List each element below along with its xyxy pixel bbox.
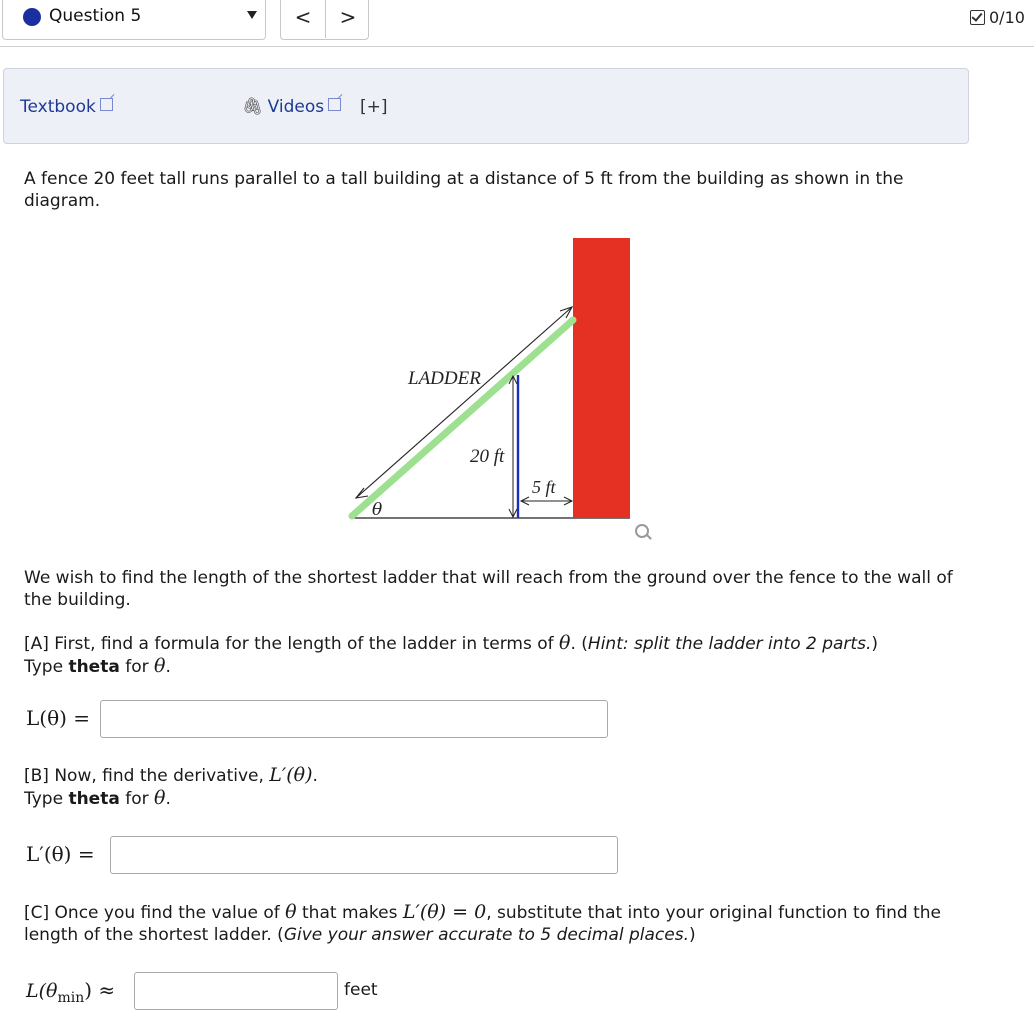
- part-c-text: ): [689, 925, 696, 945]
- score-value: 0/10: [989, 8, 1025, 27]
- part-a-hint: Hint: split the ladder into 2 parts.: [587, 634, 872, 654]
- caret-down-icon: [247, 11, 257, 19]
- type-instruction: for: [119, 657, 154, 677]
- type-keyword: theta: [68, 657, 120, 677]
- type-instruction: Type: [24, 657, 69, 677]
- expand-resources-button[interactable]: [+]: [360, 97, 388, 117]
- type-instruction: .: [165, 789, 171, 809]
- building: [573, 238, 630, 518]
- part-a-text: . (: [570, 634, 588, 654]
- magnify-icon[interactable]: [635, 524, 649, 538]
- problem-intro: A fence 20 feet tall runs parallel to a tall building at a distance of 5 ft from the building as shown in the diagram.: [24, 169, 904, 211]
- help-resources-box: [3, 68, 969, 144]
- question-label: Question 5: [49, 6, 142, 26]
- part-b-text: [B] Now, find the derivative,: [24, 766, 270, 786]
- part-b-input[interactable]: [110, 836, 618, 874]
- ladder-label: LADDER: [408, 368, 481, 389]
- part-c-prompt: [24, 901, 954, 946]
- question-status-dot: [23, 8, 41, 26]
- part-b-label: L′(θ) =: [26, 842, 95, 866]
- part-c-text: that makes: [296, 903, 403, 923]
- textbook-link-label: Textbook: [20, 97, 96, 117]
- part-a-label: L(θ) =: [26, 706, 91, 730]
- ladder-diagram: [340, 232, 660, 550]
- part-c-label-end: ) ≈: [84, 978, 116, 1002]
- part-c-input[interactable]: [134, 972, 338, 1010]
- external-link-icon: [100, 98, 113, 111]
- ladder-dimension-line: [356, 307, 572, 498]
- top-bar: [0, 0, 1034, 47]
- videos-link[interactable]: [242, 97, 341, 117]
- part-a-text: ): [871, 634, 878, 654]
- part-c-label-sub: min: [57, 990, 85, 1006]
- type-keyword: theta: [68, 789, 120, 809]
- derivative-zero-equation: L′(θ) = 0: [402, 901, 487, 923]
- score-badge: [970, 8, 1025, 27]
- question-nav: [280, 0, 369, 40]
- part-a-prompt: [24, 632, 974, 678]
- part-b-text: .: [312, 766, 318, 786]
- type-instruction: for: [119, 789, 154, 809]
- checkbox-icon: [970, 10, 985, 25]
- external-link-icon: [328, 98, 341, 111]
- theta-symbol: θ: [285, 901, 297, 923]
- part-c-text: [C] Once you find the value of: [24, 903, 286, 923]
- part-c-text: , substitute that into your original function to find the length of the shortest ladder. (: [24, 903, 941, 945]
- videos-link-label: Videos: [267, 97, 325, 117]
- angle-label: θ: [372, 500, 383, 520]
- theta-symbol: θ: [154, 655, 166, 677]
- previous-question-button[interactable]: <: [281, 0, 326, 38]
- part-c-label: [26, 978, 115, 1006]
- type-instruction: .: [165, 657, 171, 677]
- part-b-prompt: [24, 764, 974, 810]
- type-instruction: Type: [24, 789, 69, 809]
- paperclip-icon: 🖇: [242, 97, 264, 117]
- textbook-link[interactable]: [20, 97, 113, 117]
- gap-label: 5 ft: [532, 477, 556, 497]
- fence-height-label: 20 ft: [470, 446, 505, 467]
- theta-symbol: θ: [559, 632, 571, 654]
- question-selector[interactable]: [2, 0, 266, 40]
- unit-label: feet: [344, 980, 378, 1000]
- theta-symbol: θ: [154, 787, 166, 809]
- next-question-button[interactable]: >: [339, 5, 357, 29]
- problem-goal: We wish to find the length of the shortest ladder that will reach from the ground over the fence to the wall of the building.: [24, 568, 953, 610]
- part-c-label-main: L(θ: [26, 980, 58, 1002]
- part-a-text: [A] First, find a formula for the length of the ladder in terms of: [24, 634, 560, 654]
- part-a-input[interactable]: [100, 700, 608, 738]
- part-c-hint: Give your answer accurate to 5 decimal places.: [283, 925, 689, 945]
- derivative-symbol: L′(θ): [269, 764, 313, 786]
